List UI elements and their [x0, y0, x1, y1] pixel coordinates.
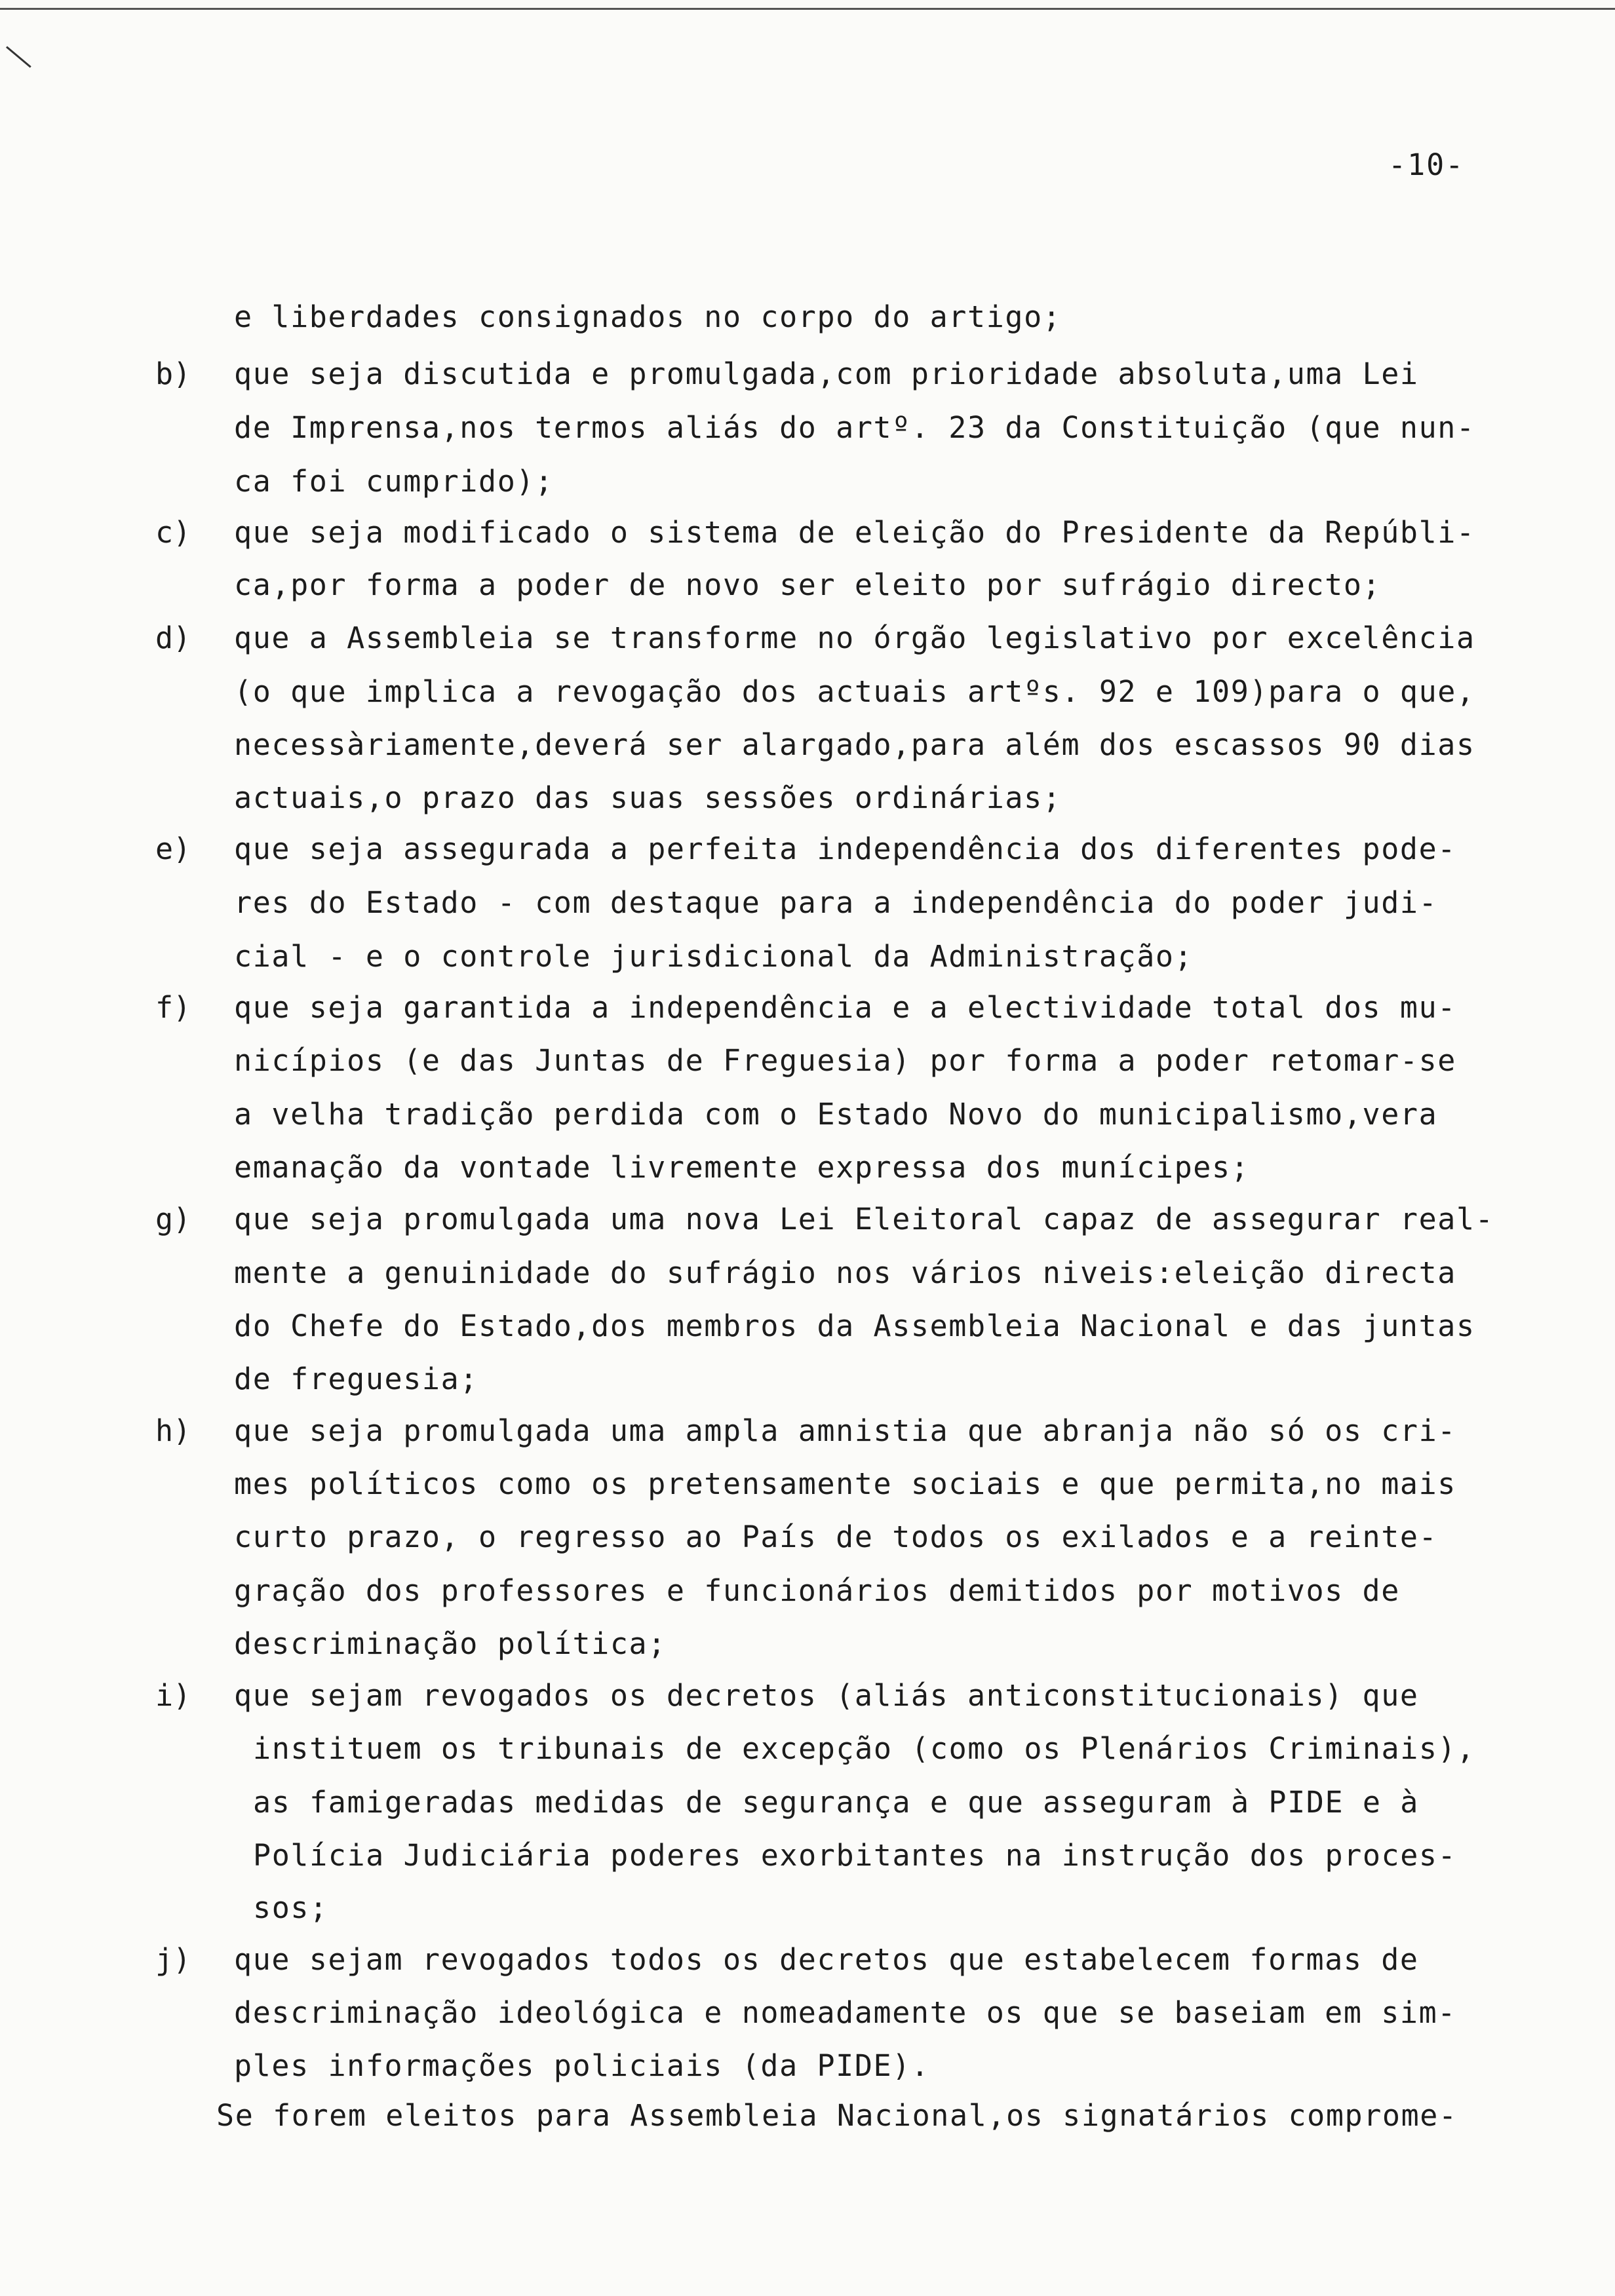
list-item-text-line: do Chefe do Estado,dos membros da Assembleia Nacional e das juntas	[234, 1309, 1475, 1343]
list-item-text-line: mes políticos como os pretensamente sociais e que permita,no mais	[234, 1466, 1456, 1501]
list-item-text-line: ca,por forma a poder de novo ser eleito por sufrágio directo;	[234, 567, 1382, 602]
list-item-text-line: nicípios (e das Juntas de Freguesia) por forma a poder retomar-se	[234, 1043, 1456, 1078]
item-label: i)	[155, 1678, 191, 1713]
list-item-text-line: de Imprensa,nos termos aliás do artº. 23 da Constituição (que nun-	[234, 410, 1475, 445]
item-label: g)	[155, 1202, 191, 1236]
paragraph-line: Se forem eleitos para Assembleia Nacional,os signatários comprome-	[216, 2098, 1458, 2133]
item-label: d)	[155, 621, 191, 655]
list-item-text-line: gração dos professores e funcionários demitidos por motivos de	[234, 1573, 1400, 1608]
list-item-text-line: a velha tradição perdida com o Estado Novo do municipalismo,vera	[234, 1097, 1438, 1132]
list-item-text-line: sos;	[253, 1890, 328, 1925]
list-item-text-line: ca foi cumprido);	[234, 464, 554, 499]
list-item-text-line: necessàriamente,deverá ser alargado,para além dos escassos 90 dias	[234, 727, 1475, 762]
item-label: j)	[155, 1942, 191, 1977]
item-label: c)	[155, 515, 191, 550]
list-item-text-line: Polícia Judiciária poderes exorbitantes na instrução dos proces-	[253, 1838, 1457, 1873]
list-item-text-line: que seja discutida e promulgada,com prioridade absoluta,uma Lei	[234, 356, 1419, 391]
list-item-text-line: instituem os tribunais de excepção (como os Plenários Criminais),	[253, 1731, 1475, 1766]
list-item-text-line: (o que implica a revogação dos actuais artºs. 92 e 109)para o que,	[234, 674, 1475, 709]
list-item-text-line: actuais,o prazo das suas sessões ordinárias;	[234, 780, 1062, 815]
list-item-text-line: cial - e o controle jurisdicional da Administração;	[234, 939, 1194, 974]
list-item-text-line: descriminação ideológica e nomeadamente os que se baseiam em sim-	[234, 1995, 1456, 2030]
list-item-text-line: que seja promulgada uma nova Lei Eleitoral capaz de assegurar real-	[234, 1202, 1494, 1236]
item-label: b)	[155, 356, 191, 391]
list-item-text-line: que sejam revogados todos os decretos que estabelecem formas de	[234, 1942, 1419, 1977]
list-item-text-line: que seja modificado o sistema de eleição do Presidente da Repúbli-	[234, 515, 1475, 550]
list-item-text-line: de freguesia;	[234, 1362, 478, 1396]
list-item-text-line: descriminação política;	[234, 1626, 667, 1661]
list-item-text-line: emanação da vontade livremente expressa dos munícipes;	[234, 1150, 1250, 1185]
corner-mark	[6, 46, 31, 67]
list-item-text-line: que a Assembleia se transforme no órgão legislativo por excelência	[234, 621, 1475, 655]
item-label: f)	[155, 990, 191, 1025]
list-item-text-line: curto prazo, o regresso ao País de todos os exilados e a reinte-	[234, 1520, 1438, 1554]
item-label: h)	[155, 1413, 191, 1448]
list-item-text-line: que seja promulgada uma ampla amnistia que abranja não só os cri-	[234, 1413, 1456, 1448]
list-item-text-line: ples informações policiais (da PIDE).	[234, 2048, 930, 2083]
list-item-text-line: mente a genuinidade do sufrágio nos vários niveis:eleição directa	[234, 1255, 1456, 1290]
list-item-text-line: res do Estado - com destaque para a independência do poder judi-	[234, 885, 1438, 920]
list-item-text-line: que seja assegurada a perfeita independência dos diferentes pode-	[234, 832, 1456, 866]
paragraph-line: e liberdades consignados no corpo do artigo;	[234, 299, 1062, 334]
page-number: -10-	[1388, 147, 1465, 182]
item-label: e)	[155, 832, 191, 866]
list-item-text-line: as famigeradas medidas de segurança e que asseguram à PIDE e à	[253, 1785, 1419, 1820]
list-item-text-line: que seja garantida a independência e a electividade total dos mu-	[234, 990, 1456, 1025]
list-item-text-line: que sejam revogados os decretos (aliás anticonstitucionais) que	[234, 1678, 1419, 1713]
top-rule	[0, 8, 1615, 10]
